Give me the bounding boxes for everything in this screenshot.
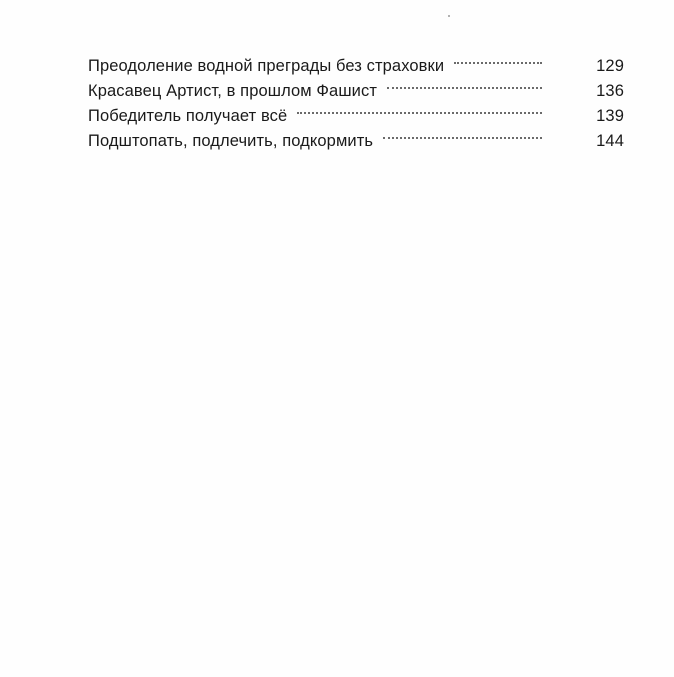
toc-entry-page: 129 [596,57,624,75]
dot-leader [454,46,580,71]
dot-leader [387,71,580,96]
toc-entry-page: 144 [596,132,624,150]
toc-entry-title: Преодоление водной преграды без страховки [88,57,445,75]
dot-leader [297,96,580,121]
table-of-contents [88,46,624,150]
toc-entry-title: Красавец Артист, в прошлом Фашист [88,82,377,100]
dot-leader [383,121,580,146]
toc-entry-page: 136 [596,82,624,100]
toc-entry-page: 139 [596,107,624,125]
toc-entry-title: Подштопать, подлечить, подкормить [88,132,374,150]
toc-entry [88,46,624,75]
toc-entry-title: Победитель получает всё [88,107,288,125]
paper-speck [448,15,450,17]
